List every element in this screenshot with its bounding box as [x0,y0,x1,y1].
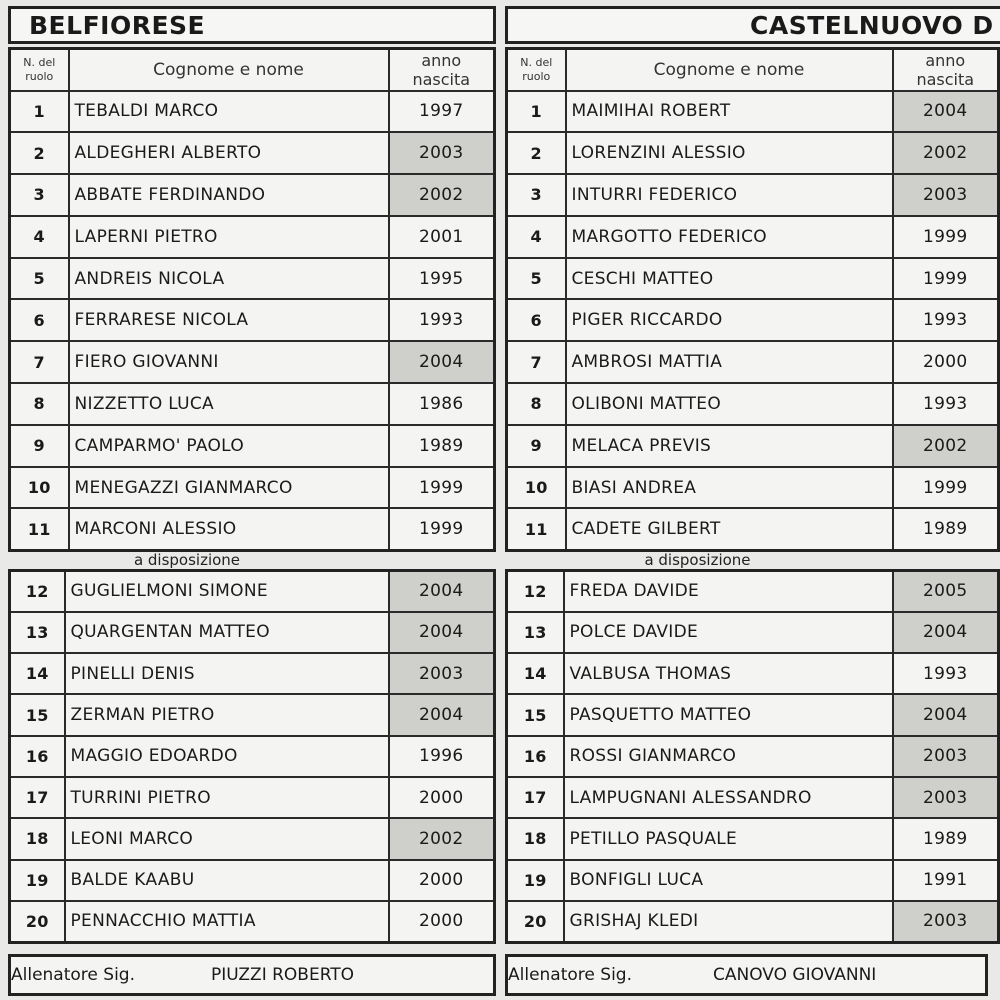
player-name: ANDREIS NICOLA [69,258,389,300]
player-number: 5 [10,258,69,300]
player-number: 8 [10,383,69,425]
player-row [10,425,495,467]
player-row [10,467,495,509]
player-number: 6 [10,299,69,341]
player-name: MENEGAZZI GIANMARCO [69,467,389,509]
player-birth-year: 2002 [389,818,495,859]
coach-label: Allenatore Sig. [508,965,632,985]
player-row [507,341,999,383]
player-birth-year: 2004 [389,341,495,383]
player-birth-year: 2005 [893,571,999,612]
team-name: CASTELNUOVO D [505,6,1000,44]
player-name: TEBALDI MARCO [69,91,389,133]
col-header-year: anno nascita [893,49,999,91]
player-number: 9 [507,425,566,467]
player-number: 15 [507,694,564,735]
player-name: LEONI MARCO [65,818,389,859]
player-birth-year: 2003 [389,653,495,694]
player-name: MAGGIO EDOARDO [65,736,389,777]
player-name: PASQUETTO MATTEO [564,694,893,735]
player-row [507,901,999,942]
player-number: 3 [507,174,566,216]
player-number: 17 [507,777,564,818]
player-row [507,508,999,550]
player-row [507,653,999,694]
player-birth-year: 2001 [389,216,495,258]
player-row [507,694,999,735]
player-birth-year: 1993 [389,299,495,341]
player-number: 17 [10,777,65,818]
player-row [10,341,495,383]
col-header-num: N. del ruolo [507,49,566,91]
player-birth-year: 1999 [893,216,999,258]
player-name: NIZZETTO LUCA [69,383,389,425]
player-name: MARGOTTO FEDERICO [566,216,893,258]
player-birth-year: 2003 [893,174,999,216]
player-number: 13 [507,612,564,653]
player-name: LORENZINI ALESSIO [566,132,893,174]
team-name: BELFIORESE [8,6,496,44]
player-row [10,383,495,425]
player-birth-year: 1999 [389,508,495,550]
player-name: CADETE GILBERT [566,508,893,550]
player-number: 4 [10,216,69,258]
player-number: 20 [507,901,564,942]
player-row [507,299,999,341]
player-number: 20 [10,901,65,942]
player-name: GRISHAJ KLEDI [564,901,893,942]
player-birth-year: 2002 [893,425,999,467]
coach-box [505,954,988,996]
player-number: 5 [507,258,566,300]
player-birth-year: 2000 [389,860,495,901]
player-name: CESCHI MATTEO [566,258,893,300]
player-number: 15 [10,694,65,735]
player-number: 1 [10,91,69,133]
player-number: 6 [507,299,566,341]
player-number: 7 [10,341,69,383]
player-name: FERRARESE NICOLA [69,299,389,341]
player-birth-year: 1993 [893,299,999,341]
player-row [10,736,495,777]
player-name: TURRINI PIETRO [65,777,389,818]
player-name: LAPERNI PIETRO [69,216,389,258]
player-name: INTURRI FEDERICO [566,174,893,216]
player-name: BONFIGLI LUCA [564,860,893,901]
player-birth-year: 2004 [389,571,495,612]
player-row [10,508,495,550]
player-birth-year: 2003 [389,132,495,174]
player-row [10,174,495,216]
player-name: PENNACCHIO MATTIA [65,901,389,942]
player-birth-year: 1986 [389,383,495,425]
player-number: 12 [507,571,564,612]
player-name: CAMPARMO' PAOLO [69,425,389,467]
player-name: QUARGENTAN MATTEO [65,612,389,653]
player-name: PINELLI DENIS [65,653,389,694]
player-name: PIGER RICCARDO [566,299,893,341]
player-row [507,174,999,216]
player-name: PETILLO PASQUALE [564,818,893,859]
col-header-num: N. del ruolo [10,49,69,91]
player-number: 8 [507,383,566,425]
player-birth-year: 1993 [893,653,999,694]
player-name: FREDA DAVIDE [564,571,893,612]
player-number: 19 [10,860,65,901]
col-header-name: Cognome e nome [69,49,389,91]
player-birth-year: 1989 [389,425,495,467]
coach-name: PIUZZI ROBERTO [211,965,355,985]
player-birth-year: 1989 [893,508,999,550]
player-row [10,777,495,818]
player-row [507,467,999,509]
player-number: 1 [507,91,566,133]
player-number: 2 [507,132,566,174]
player-birth-year: 2004 [893,612,999,653]
table-header-row [507,49,999,91]
player-number: 16 [10,736,65,777]
player-birth-year: 2004 [389,694,495,735]
player-number: 13 [10,612,65,653]
player-birth-year: 1997 [389,91,495,133]
starters-table [8,47,496,552]
player-name: FIERO GIOVANNI [69,341,389,383]
player-birth-year: 2003 [893,901,999,942]
player-row [507,818,999,859]
player-number: 18 [507,818,564,859]
player-birth-year: 1989 [893,818,999,859]
player-name: LAMPUGNANI ALESSANDRO [564,777,893,818]
player-number: 14 [507,653,564,694]
player-number: 4 [507,216,566,258]
player-row [507,132,999,174]
player-birth-year: 2000 [893,341,999,383]
player-name: MARCONI ALESSIO [69,508,389,550]
player-row [507,216,999,258]
disposizione-label: a disposizione [133,551,241,569]
player-number: 7 [507,341,566,383]
player-birth-year: 2000 [389,777,495,818]
player-name: VALBUSA THOMAS [564,653,893,694]
player-row [507,383,999,425]
player-birth-year: 2003 [893,736,999,777]
col-header-name: Cognome e nome [566,49,893,91]
player-birth-year: 1996 [389,736,495,777]
player-row [10,571,495,612]
player-name: GUGLIELMONI SIMONE [65,571,389,612]
subs-table [8,569,496,944]
player-birth-year: 2003 [893,777,999,818]
player-row [10,258,495,300]
player-row [507,860,999,901]
player-name: ABBATE FERDINANDO [69,174,389,216]
player-row [507,425,999,467]
player-name: MELACA PREVIS [566,425,893,467]
player-row [10,612,495,653]
coach-name: CANOVO GIOVANNI [713,965,877,985]
player-row [507,258,999,300]
player-row [10,653,495,694]
col-header-year: anno nascita [389,49,495,91]
player-row [10,818,495,859]
player-birth-year: 2004 [893,91,999,133]
player-name: OLIBONI MATTEO [566,383,893,425]
player-number: 18 [10,818,65,859]
player-row [10,91,495,133]
player-row [10,216,495,258]
player-row [507,91,999,133]
player-name: ZERMAN PIETRO [65,694,389,735]
player-number: 11 [507,508,566,550]
player-row [10,860,495,901]
player-name: AMBROSI MATTIA [566,341,893,383]
player-row [10,299,495,341]
player-name: MAIMIHAI ROBERT [566,91,893,133]
table-header-row [10,49,495,91]
player-birth-year: 2002 [389,174,495,216]
player-number: 10 [507,467,566,509]
player-row [507,571,999,612]
player-number: 2 [10,132,69,174]
coach-label: Allenatore Sig. [11,965,135,985]
player-number: 16 [507,736,564,777]
disposizione-label: a disposizione [644,551,751,569]
player-birth-year: 2004 [893,694,999,735]
player-number: 14 [10,653,65,694]
player-birth-year: 2002 [893,132,999,174]
player-birth-year: 2004 [389,612,495,653]
player-birth-year: 1993 [893,383,999,425]
player-birth-year: 1999 [893,258,999,300]
player-birth-year: 2000 [389,901,495,942]
player-birth-year: 1999 [893,467,999,509]
player-row [10,901,495,942]
player-row [10,694,495,735]
player-name: POLCE DAVIDE [564,612,893,653]
player-row [507,612,999,653]
player-birth-year: 1995 [389,258,495,300]
player-birth-year: 1999 [389,467,495,509]
starters-table [505,47,1000,552]
player-number: 11 [10,508,69,550]
player-row [507,777,999,818]
subs-table [505,569,1000,944]
player-number: 3 [10,174,69,216]
player-name: BIASI ANDREA [566,467,893,509]
player-row [10,132,495,174]
player-name: ALDEGHERI ALBERTO [69,132,389,174]
coach-box [8,954,496,996]
player-birth-year: 1991 [893,860,999,901]
player-name: ROSSI GIANMARCO [564,736,893,777]
player-number: 10 [10,467,69,509]
player-number: 12 [10,571,65,612]
player-number: 9 [10,425,69,467]
player-number: 19 [507,860,564,901]
player-name: BALDE KAABU [65,860,389,901]
player-row [507,736,999,777]
